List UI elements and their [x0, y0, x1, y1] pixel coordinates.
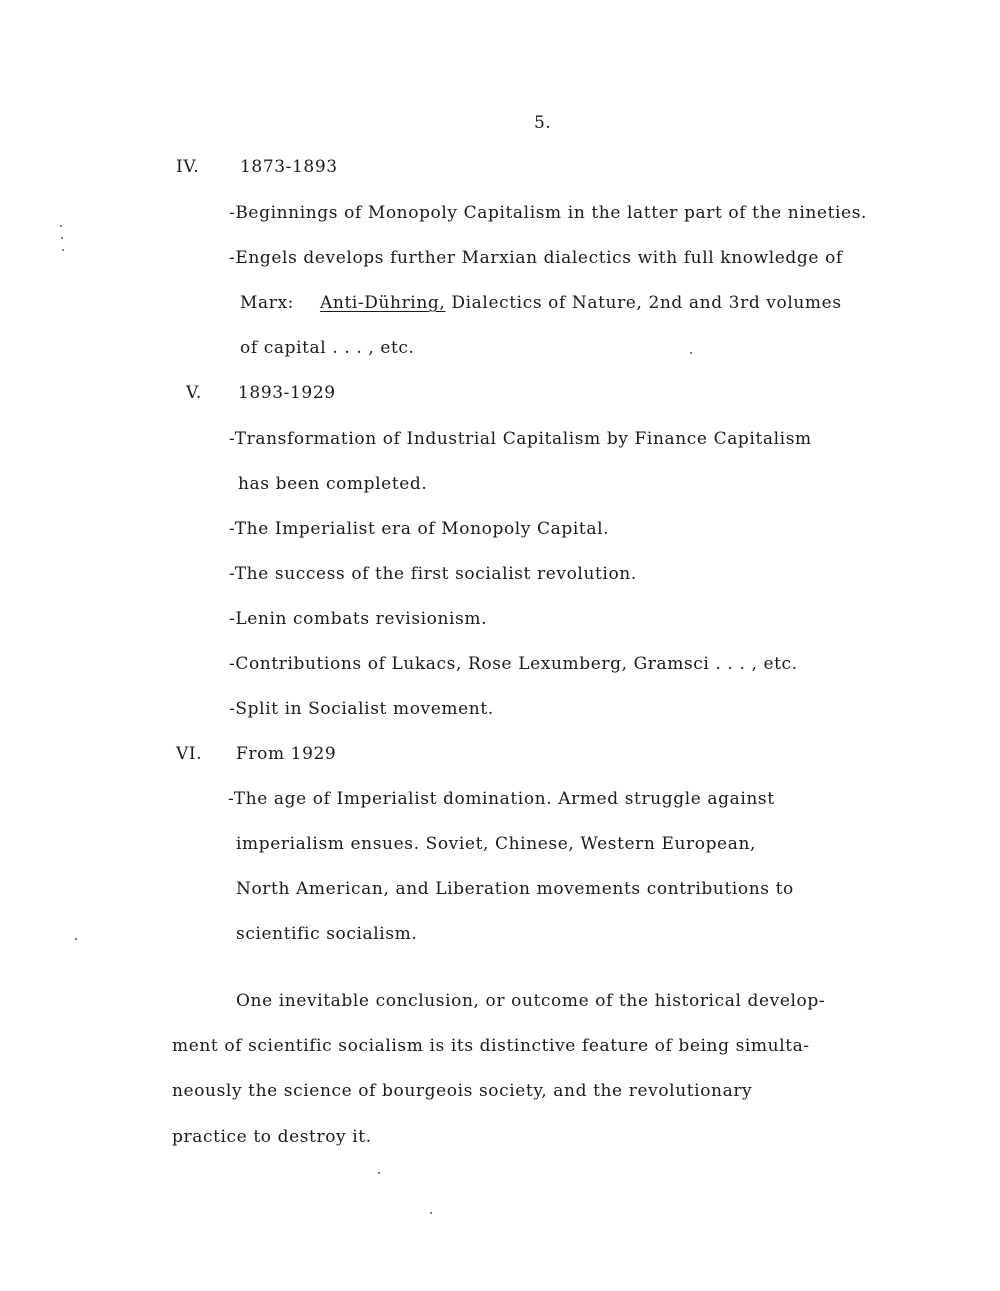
section-iv-line-3-rest: Dialectics of Nature, 2nd and 3rd volumes	[451, 293, 842, 313]
section-v-numeral: V.	[186, 383, 202, 403]
section-v-line-3: -The Imperialist era of Monopoly Capital.	[229, 519, 610, 539]
page-number: 5.	[534, 113, 552, 133]
scan-speck	[430, 1212, 432, 1214]
section-iv-line-3	[240, 292, 842, 314]
section-vi-line-2: imperialism ensues. Soviet, Chinese, Western European,	[236, 834, 757, 854]
section-iv-period: 1873-1893	[240, 157, 338, 177]
section-v-line-7: -Split in Socialist movement.	[229, 699, 494, 719]
section-v-line-2: has been completed.	[238, 474, 428, 494]
section-vi-line-4: scientific socialism.	[236, 924, 418, 944]
scan-speck	[690, 352, 692, 354]
section-iv-line-4: of capital . . . , etc.	[240, 338, 415, 358]
scan-speck	[378, 1172, 380, 1174]
conclusion-line-4: practice to destroy it.	[172, 1127, 372, 1147]
section-vi-numeral: VI.	[176, 744, 203, 764]
scan-speck	[75, 938, 77, 940]
section-v-line-5: -Lenin combats revisionism.	[229, 609, 488, 629]
section-vi-period: From 1929	[236, 744, 337, 764]
section-v-line-6: -Contributions of Lukacs, Rose Lexumberg, Gramsci . . . , etc.	[229, 654, 798, 674]
section-iv-line-2: -Engels develops further Marxian dialectics with full knowledge of	[229, 248, 843, 268]
section-vi-line-1: -The age of Imperialist domination. Armed struggle against	[228, 789, 775, 809]
scan-speck	[61, 237, 63, 239]
marx-label: Marx:	[240, 293, 294, 313]
scan-speck	[60, 225, 62, 227]
scan-speck	[62, 249, 64, 251]
section-vi-line-3: North American, and Liberation movements contributions to	[236, 879, 794, 899]
section-v-line-4: -The success of the first socialist revolution.	[229, 564, 637, 584]
conclusion-line-3: neously the science of bourgeois society, and the revolutionary	[172, 1081, 753, 1101]
section-iv-line-1: -Beginnings of Monopoly Capitalism in the latter part of the nineties.	[229, 203, 868, 223]
anti-duhring-title: Anti-Dühring,	[320, 293, 446, 313]
section-iv-numeral: IV.	[176, 157, 200, 177]
section-v-period: 1893-1929	[238, 383, 336, 403]
conclusion-line-1: One inevitable conclusion, or outcome of the historical develop-	[236, 991, 826, 1011]
conclusion-line-2: ment of scientific socialism is its distinctive feature of being simulta-	[172, 1036, 810, 1056]
section-v-line-1: -Transformation of Industrial Capitalism by Finance Capitalism	[229, 429, 812, 449]
